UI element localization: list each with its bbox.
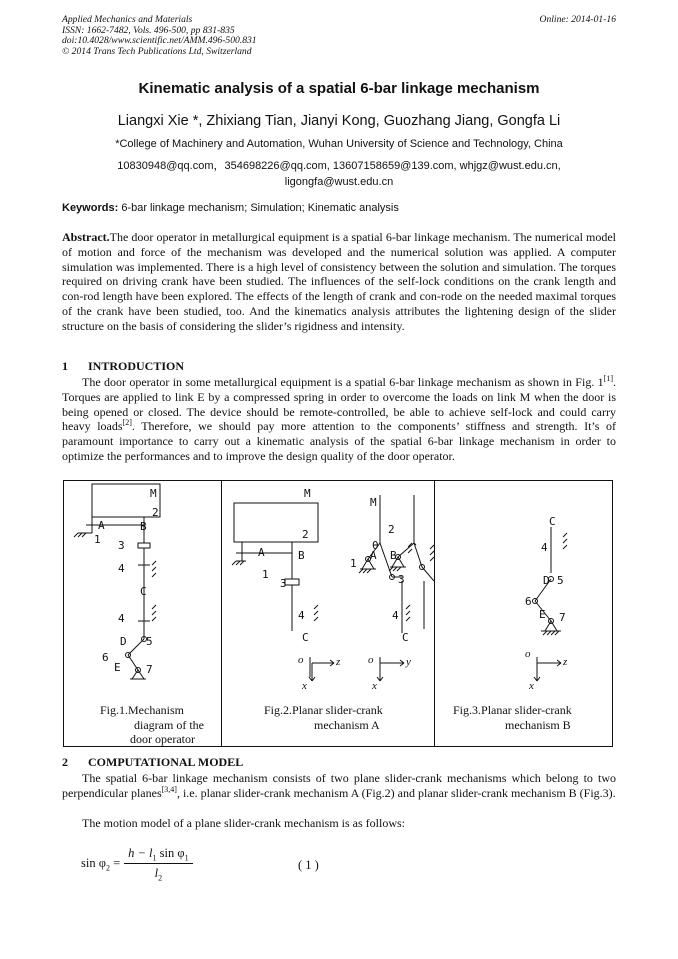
fig2-caption-line2: mechanism A (314, 717, 380, 732)
section-2-heading (62, 755, 243, 770)
fig2-axis-o: o (298, 654, 304, 666)
fig1-caption-title: Mechanism (128, 703, 185, 717)
keywords-text: 6-bar linkage mechanism; Simulation; Kinematic analysis (121, 202, 399, 214)
fig2p-axis-y: y (406, 656, 411, 668)
eq-den-sub: 2 (158, 873, 163, 882)
journal-header (62, 15, 616, 57)
fig2p-label-theta: θ (372, 539, 379, 552)
abstract (62, 230, 616, 334)
fig1-label-4b: 4 (118, 612, 125, 625)
fig2-label-3: 3 (280, 577, 287, 590)
online-date: Online: 2014-01-16 (539, 14, 616, 25)
paper-title: Kinematic analysis of a spatial 6-bar linkage mechanism (138, 80, 540, 97)
fig2p-label-3: 3 (398, 573, 405, 586)
fig3-axis-x: x (529, 680, 534, 692)
eq-lhs: $\sin \varphi_2$ = (81, 856, 121, 873)
fig1-label-B: B (140, 520, 147, 533)
fig1-label-D: D (120, 635, 127, 648)
eq-num-tail: sin φ (156, 846, 185, 860)
fig2-label-M: M (304, 487, 311, 500)
intro-text-c: . Therefore, we should pay more attention to the components’ stiffness and strength. It’s of paramount importance to carry out a kinematic analysis of the spatial 6-bar linkage mechanism in order to optimize the performances and to improve the design quality of the door operator. (62, 419, 616, 463)
fig2-label-2: 2 (302, 528, 309, 541)
fig2p-label-4: 4 (392, 609, 399, 622)
intro-text-b: . Torques are applied to link E by a compressed spring in order to overcome the loads on link M when the door is being opened or closed. The device should be remote-controlled, be able to achieve self-lock and could carry heavy loads (62, 375, 616, 434)
fig1-caption-line2: diagram of the (134, 717, 204, 732)
keywords-label: Keywords: (62, 202, 119, 214)
ref-link-3-4[interactable]: [3,4] (161, 784, 177, 794)
fig2-axis-x: x (302, 680, 307, 692)
fig3-axis-o: o (525, 648, 531, 660)
section-2-paragraph (62, 771, 616, 801)
fig2p-label-A: A (370, 549, 377, 562)
abstract-text: The door operator in metallurgical equipment is a spatial 6-bar linkage mechanism. The numerical model of motion and force of the mechanism was developed and the numerical solution was applied. A computer simulation was implemented. There is a high level of consistency between the solution and simulation. The torques required on driving crank have been studied. The influences of the self-lock conditions on the crank length and con-rod length have been explored. The effects of the length of crank and con-rode on the needed maximal torques of the crank have been studied, too. And the kinematics analysis attributes the lightening design of the slider structure on the basis of considering the slider’s rigidness and intensity. (62, 230, 616, 333)
issn-line: ISSN: 1662-7482, Vols. 496-500, pp 831-835 (62, 24, 235, 36)
fig2-caption-number: Fig.2. (264, 703, 293, 717)
eq-numerator (124, 846, 192, 863)
author-emails (60, 159, 618, 190)
eq-lhs-sub: 2 (105, 863, 110, 873)
fig1-label-M: M (150, 487, 157, 500)
fig1-label-4a: 4 (118, 562, 125, 575)
figure-2-planar-diagram (334, 481, 434, 701)
section-1-number: 1 (62, 359, 68, 373)
fig2p-label-B: B (390, 549, 397, 562)
figure-3-diagram (435, 481, 613, 701)
journal-name: Applied Mechanics and Materials (62, 14, 193, 25)
doi-line: doi:10.4028/www.scientific.net/AMM.496-500.831 (62, 35, 257, 47)
fig1-label-E: E (114, 661, 121, 674)
fig3-label-7: 7 (559, 611, 566, 624)
fig2p-label-C: C (402, 631, 409, 644)
fig3-axis-z: z (563, 656, 568, 668)
section-1-title: INTRODUCTION (88, 359, 185, 373)
keywords (62, 202, 618, 214)
fig2-label-A: A (258, 546, 265, 559)
fig3-label-6: 6 (525, 595, 532, 608)
ref-link-1[interactable]: [1] (603, 374, 613, 383)
fig2-label-1: 1 (262, 568, 269, 581)
eq-num-sub: 1 (152, 853, 157, 863)
intro-text-a: The door operator in some metallurgical equipment is a spatial 6-bar linkage mechanism as shown in Fig. 1 (82, 375, 604, 389)
fig3-label-E: E (539, 608, 546, 621)
ref-link-2[interactable]: [2] (122, 418, 132, 428)
figure-2-caption (264, 703, 414, 732)
author-list: Liangxi Xie *, Zhixiang Tian, Jianyi Kong, Guozhang Jiang, Gongfa Li (117, 113, 561, 129)
section-1-paragraph (62, 375, 616, 464)
fig1-label-5: 5 (146, 635, 153, 648)
affiliation: *College of Machinery and Automation, Wuhan University of Science and Technology, China (115, 138, 563, 150)
fig1-label-3: 3 (118, 539, 125, 552)
fig3-caption-line2: mechanism B (505, 717, 571, 732)
eq-denominator (124, 863, 192, 883)
fig3-caption-number: Fig.3. (453, 703, 482, 717)
emails-line-2: ligongfa@wust.edu.cn (284, 175, 394, 188)
fig1-label-2: 2 (152, 506, 159, 519)
fig2p-label-2: 2 (388, 523, 395, 536)
eq-num-text: h − l (128, 846, 153, 860)
fig2p-label-1: 1 (350, 557, 357, 570)
figure-2-planar-view (334, 481, 434, 701)
eq-lhs-text: sin φ (81, 856, 106, 871)
fig2-label-B: B (298, 549, 305, 562)
eq-num-tail-sub: 1 (184, 853, 189, 863)
fig2p-axis-x: x (372, 680, 377, 692)
fig1-label-C: C (140, 585, 147, 598)
fig1-caption-number: Fig.1. (100, 703, 129, 717)
eq-den-text: l (154, 865, 159, 880)
emails-line-1: 10830948@qq.com，354698226@qq.com, 13607158659@139.com, whjgz@wust.edu.cn, (117, 160, 561, 172)
fig2p-axis-o: o (368, 654, 374, 666)
fig3-label-C: C (549, 515, 556, 528)
fig2-caption-title: Planar slider-crank (292, 703, 383, 717)
fig2p-label-M: M (370, 496, 377, 509)
section-2-paragraph-2: The motion model of a plane slider-crank mechanism is as follows: (82, 816, 406, 830)
fig3-label-5: 5 (557, 574, 564, 587)
fig1-label-7: 7 (146, 663, 153, 676)
figure-1-diagram (64, 481, 221, 701)
fig1-label-6: 6 (102, 651, 109, 664)
fig2-label-C: C (302, 631, 309, 644)
fig3-label-4: 4 (541, 541, 548, 554)
equation-number: ( 1 ) (298, 858, 319, 872)
model-text-a: The spatial 6-bar linkage mechanism consists of two plane slider-crank mechanisms which belong to two perpendicular planes (62, 771, 616, 800)
fig1-label-A: A (98, 519, 105, 532)
model-text-b: , i.e. planar slider-crank mechanism A (Fig.2) and planar slider-crank mechanism B (Fig.3). (176, 785, 616, 800)
fig2-label-4: 4 (298, 609, 305, 622)
fig2-axis-z: z (336, 656, 341, 668)
figure-3 (435, 481, 613, 746)
copyright-line: © 2014 Trans Tech Publications Ltd, Switzerland (62, 45, 252, 57)
fig3-caption-title: Planar slider-crank (481, 703, 572, 717)
figure-1-caption (100, 703, 216, 747)
section-2-number: 2 (62, 755, 68, 769)
section-2-title: COMPUTATIONAL MODEL (88, 755, 244, 769)
figure-table (63, 480, 613, 747)
equation-1 (80, 846, 193, 883)
fig3-label-D: D (543, 574, 550, 587)
abstract-label: Abstract. (62, 230, 110, 244)
fig1-caption-line3: door operator (130, 732, 195, 746)
fig1-label-1: 1 (94, 533, 101, 546)
figure-3-caption (453, 703, 603, 732)
section-1-heading (62, 359, 184, 374)
